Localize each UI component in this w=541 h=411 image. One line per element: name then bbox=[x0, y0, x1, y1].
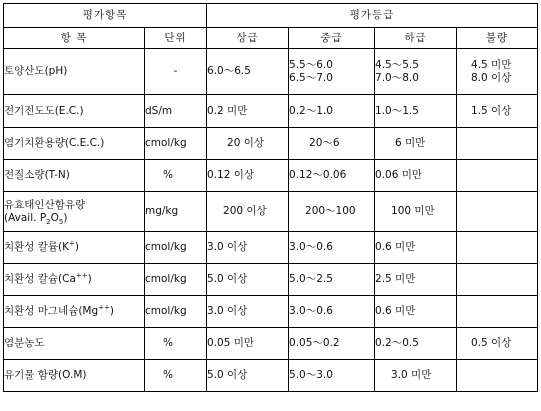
row-high: 3.0 이상 bbox=[207, 232, 289, 264]
header-mid: 중급 bbox=[289, 28, 375, 49]
table-row bbox=[4, 128, 538, 160]
table-row bbox=[4, 49, 538, 95]
table-row bbox=[4, 160, 538, 192]
row-item bbox=[4, 296, 145, 328]
row-bad bbox=[457, 128, 538, 160]
row-high: 200 이상 bbox=[207, 192, 289, 232]
row-bad bbox=[457, 360, 538, 392]
row-item-sup: + bbox=[69, 239, 75, 248]
row-low: 0.2～0.5 bbox=[375, 328, 457, 360]
row-item: 염기치환용량(C.E.C.) bbox=[4, 128, 145, 160]
row-unit: dS/m bbox=[145, 95, 207, 128]
row-mid: 0.12～0.06 bbox=[289, 160, 375, 192]
row-bad: 0.5 이상 bbox=[457, 328, 538, 360]
row-low: 0.6 미만 bbox=[375, 296, 457, 328]
row-mid: 200～100 bbox=[289, 192, 375, 232]
row-item-sup: ++ bbox=[98, 303, 110, 312]
row-high: 6.0～6.5 bbox=[207, 49, 289, 95]
row-item-part: ) bbox=[109, 305, 115, 317]
row-item-sub: 2 bbox=[46, 217, 51, 226]
row-low: 100 미만 bbox=[375, 192, 457, 232]
table-row bbox=[4, 296, 538, 328]
row-item-part: O bbox=[50, 211, 59, 224]
row-mid bbox=[289, 49, 375, 95]
row-item-line: 유효태인산함유량 bbox=[4, 198, 86, 211]
row-item-part: ) bbox=[74, 241, 80, 253]
row-bad-line: 4.5 미만 bbox=[471, 58, 512, 71]
row-item: 유기물 함량(O.M) bbox=[4, 360, 145, 392]
row-item: 전기전도도(E.C.) bbox=[4, 95, 145, 128]
header-unit: 단위 bbox=[145, 28, 207, 49]
row-bad bbox=[457, 160, 538, 192]
table-row bbox=[4, 232, 538, 264]
row-mid: 20～6 bbox=[289, 128, 375, 160]
row-bad bbox=[457, 296, 538, 328]
row-unit: % bbox=[145, 360, 207, 392]
row-item: 전질소량(T-N) bbox=[4, 160, 145, 192]
row-mid: 5.0～3.0 bbox=[289, 360, 375, 392]
row-unit: cmol/kg bbox=[145, 264, 207, 296]
row-mid: 0.05～0.2 bbox=[289, 328, 375, 360]
row-bad-line: 8.0 이상 bbox=[471, 71, 512, 84]
row-high: 3.0 이상 bbox=[207, 296, 289, 328]
header-column-row bbox=[4, 28, 538, 49]
row-mid-line: 6.5～7.0 bbox=[289, 71, 333, 84]
header-bad: 불량 bbox=[457, 28, 538, 49]
header-evaluation-grade: 평가등급 bbox=[207, 4, 538, 28]
row-item: 염분농도 bbox=[4, 328, 145, 360]
row-low-line: 4.5～5.5 bbox=[375, 58, 419, 71]
row-low: 0.06 미만 bbox=[375, 160, 457, 192]
row-mid: 0.2～1.0 bbox=[289, 95, 375, 128]
row-item bbox=[4, 232, 145, 264]
row-mid-line: 5.5～6.0 bbox=[289, 58, 333, 71]
row-low-line: 7.0～8.0 bbox=[375, 71, 419, 84]
row-mid: 5.0～2.5 bbox=[289, 264, 375, 296]
header-group-row bbox=[4, 4, 538, 28]
row-low: 6 미만 bbox=[375, 128, 457, 160]
table-row bbox=[4, 95, 538, 128]
row-high: 20 이상 bbox=[207, 128, 289, 160]
row-bad bbox=[457, 192, 538, 232]
row-unit: cmol/kg bbox=[145, 232, 207, 264]
row-unit: % bbox=[145, 160, 207, 192]
row-unit: cmol/kg bbox=[145, 296, 207, 328]
row-item bbox=[4, 192, 145, 232]
row-item-part: 치환성 칼슘(Ca bbox=[4, 273, 76, 285]
row-high: 0.05 미만 bbox=[207, 328, 289, 360]
row-low: 0.6 미만 bbox=[375, 232, 457, 264]
row-item-part: ) bbox=[87, 273, 92, 285]
row-low: 1.0～1.5 bbox=[375, 95, 457, 128]
row-item-part: ) bbox=[63, 211, 68, 224]
row-bad bbox=[457, 49, 538, 95]
row-item-part: (Avail. P bbox=[4, 211, 47, 224]
row-item-sub: 5 bbox=[58, 217, 64, 226]
table-row bbox=[4, 360, 538, 392]
row-item-sup: ++ bbox=[75, 271, 88, 280]
header-high: 상급 bbox=[207, 28, 289, 49]
row-item-part: 치환성 마그네슘(Mg bbox=[4, 305, 99, 317]
row-unit: - bbox=[145, 49, 207, 95]
row-high: 5.0 이상 bbox=[207, 264, 289, 296]
row-mid: 3.0～0.6 bbox=[289, 296, 375, 328]
row-low bbox=[375, 49, 457, 95]
header-item: 항 목 bbox=[4, 28, 145, 49]
row-unit: cmol/kg bbox=[145, 128, 207, 160]
header-evaluation-item: 평가항목 bbox=[4, 4, 207, 28]
header-low: 하급 bbox=[375, 28, 457, 49]
table-row bbox=[4, 328, 538, 360]
row-high: 0.2 미만 bbox=[207, 95, 289, 128]
row-bad bbox=[457, 264, 538, 296]
row-high: 5.0 이상 bbox=[207, 360, 289, 392]
row-bad: 1.5 이상 bbox=[457, 95, 538, 128]
row-unit: mg/kg bbox=[145, 192, 207, 232]
row-low: 2.5 미만 bbox=[375, 264, 457, 296]
row-item bbox=[4, 264, 145, 296]
row-item-line bbox=[4, 212, 144, 225]
soil-grade-table bbox=[3, 3, 538, 392]
row-item: 토양산도(pH) bbox=[4, 49, 145, 95]
table-row bbox=[4, 264, 538, 296]
row-high: 0.12 이상 bbox=[207, 160, 289, 192]
row-low: 3.0 미만 bbox=[375, 360, 457, 392]
row-bad bbox=[457, 232, 538, 264]
row-item-part: 치환성 칼륨(K bbox=[4, 241, 70, 253]
row-mid: 3.0～0.6 bbox=[289, 232, 375, 264]
table-row bbox=[4, 192, 538, 232]
row-unit: % bbox=[145, 328, 207, 360]
